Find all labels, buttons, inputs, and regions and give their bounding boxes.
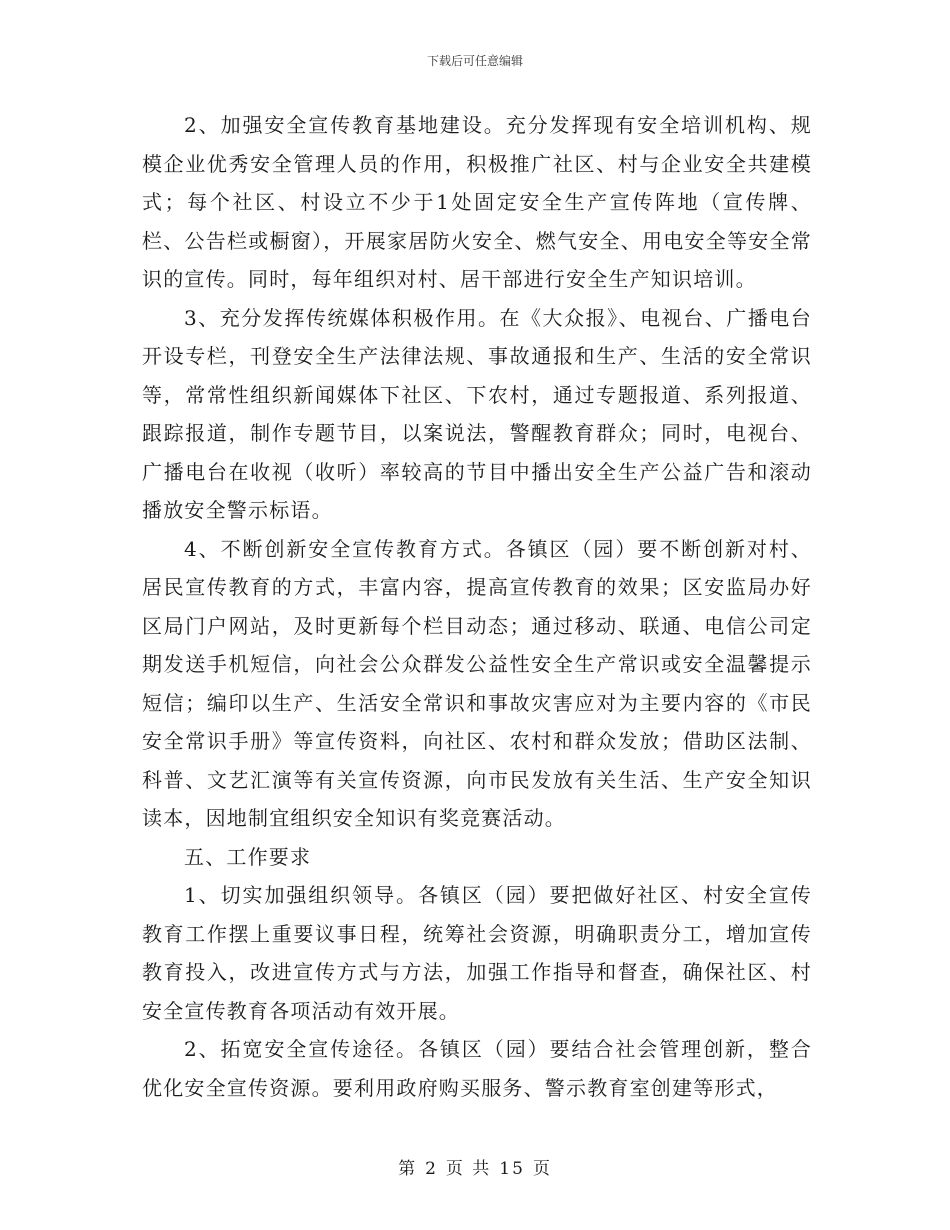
document-body [142,106,812,1107]
page-footer [0,1154,950,1179]
footer-prefix: 第 [398,1159,418,1179]
footer-total-pages: 15 [499,1159,525,1179]
section-heading-work-requirements: 五、工作要求 [184,844,312,869]
paragraph-organization-leadership: 1、切实加强组织领导。各镇区（园）要把做好社区、村安全宣传教育工作摆上重要议事日程，统筹社会资源，明确职责分工，增加宣传教育投入，改进宣传方式与方法，加强工作指导和督查，确保社区、村安全宣传教育各项活动有效开展。 [142,883,812,1023]
footer-page-number: 2 [425,1159,438,1179]
footer-suffix: 页 [532,1159,552,1179]
paragraph-traditional-media: 3、充分发挥传统媒体积极作用。在《大众报》、电视台、广播电台开设专栏，刊登安全生产法律法规、事故通报和生产、生活的安全常识等，常常性组织新闻媒体下社区、下农村，通过专题报道、系列报道、跟踪报道，制作专题节目，以案说法，警醒教育群众；同时，电视台、广播电台在收视（收听）率较高的节目中播出安全生产公益广告和滚动播放安全警示标语。 [142,305,812,522]
paragraph-innovate-methods: 4、不断创新安全宣传教育方式。各镇区（园）要不断创新对村、居民宣传教育的方式，丰富内容，提高宣传教育的效果；区安监局办好区局门户网站，及时更新每个栏目动态；通过移动、联通、电信公司定期发送手机短信，向社会公众群发公益性安全生产常识或安全温馨提示短信；编印以生产、生活安全常识和事故灾害应对为主要内容的《市民安全常识手册》等宣传资料，向社区、农村和群众发放；借助区法制、科普、文艺汇演等有关宣传资源，向市民发放有关生活、生产安全知识读本，因地制宜组织安全知识有奖竞赛活动。 [142,536,812,830]
header-note: 下载后可任意编辑 [426,54,523,68]
footer-middle: 页 共 [445,1159,492,1179]
paragraph-broaden-channels: 2、拓宽安全宣传途径。各镇区（园）要结合社会管理创新，整合优化安全宣传资源。要利用政府购买服务、警示教育室创建等形式， [142,1037,812,1100]
paragraph-propaganda-base: 2、加强安全宣传教育基地建设。充分发挥现有安全培训机构、规模企业优秀安全管理人员的作用，积极推广社区、村与企业安全共建模式；每个社区、村设立不少于1处固定安全生产宣传阵地（宣传牌、栏、公告栏或橱窗），开展家居防火安全、燃气安全、用电安全等安全常识的宣传。同时，每年组织对村、居干部进行安全生产知识培训。 [142,113,812,291]
